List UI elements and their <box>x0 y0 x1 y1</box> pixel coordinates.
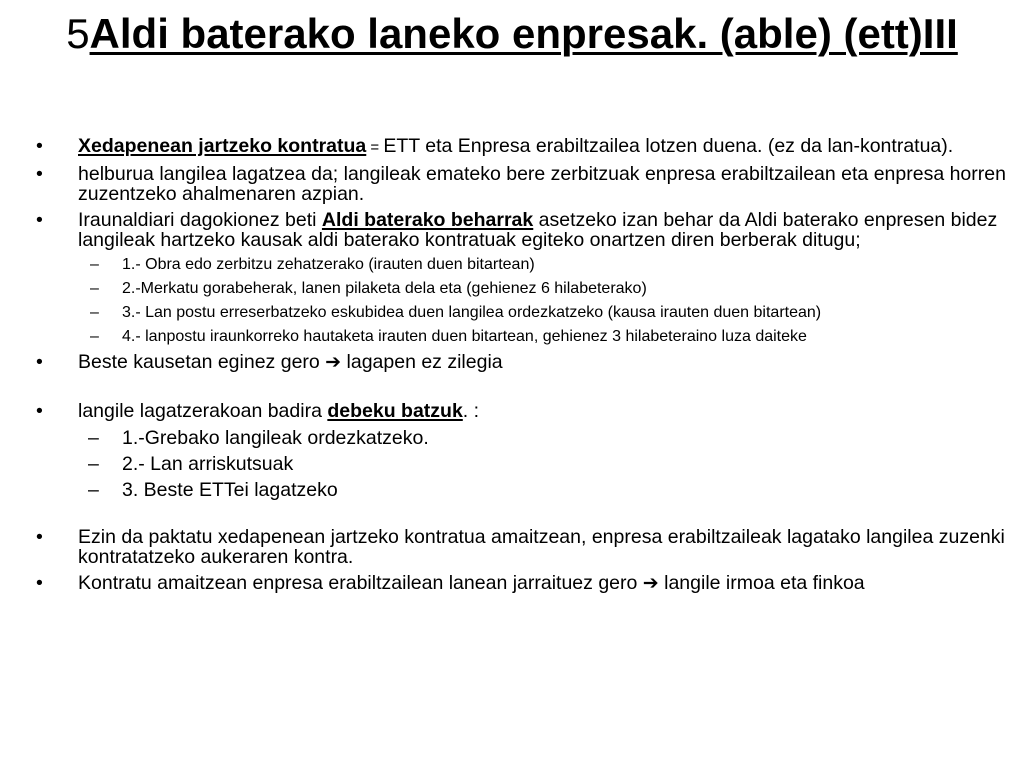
dash-marker: – <box>88 453 99 475</box>
title-prefix: 5 <box>66 10 90 57</box>
item-text: Beste kausetan eginez gero <box>78 351 326 373</box>
sub-item-text: 2.- Lan arriskutsuak <box>122 453 294 475</box>
bullet-item-3 <box>30 210 1010 250</box>
sub-item <box>30 328 1010 346</box>
sub-item-text: 1.- Obra edo zerbitzu zehatzerako (irauten duen bitartean) <box>122 256 535 273</box>
dash-marker: – <box>88 427 99 449</box>
item-text: Kontratu amaitzean enpresa erabiltzailean lanean jarraituez gero <box>78 572 643 594</box>
item-text: lagapen ez zilegia <box>341 351 503 373</box>
bullet-item-7 <box>30 573 1010 594</box>
title-main: Aldi baterako laneko enpresak. (able) (ett)III <box>89 10 958 57</box>
underlined-term: Aldi baterako beharrak <box>321 209 534 231</box>
item-text: langile irmoa eta finkoa <box>658 572 865 594</box>
spacer <box>30 505 1010 527</box>
dash-marker: – <box>90 328 99 345</box>
spacer <box>30 379 1010 401</box>
sub-item-text: 2.-Merkatu gorabeherak, lanen pilaketa dela eta (gehienez 6 hilabeterako) <box>122 280 647 297</box>
item-text: helburua langilea lagatzea da; langileak emateko bere zerbitzuak enpresa erabiltzailean eta enpresa horren zuzentzeko ahalmenaren azpian. <box>78 163 1006 205</box>
sub-item <box>30 304 1010 322</box>
sub-item <box>30 479 1010 501</box>
bullet-item-1 <box>30 136 1010 158</box>
underlined-term: debeku batzuk <box>327 400 463 422</box>
bullet-marker: • <box>36 351 43 373</box>
sub-item-text: 3. Beste ETTei lagatzeko <box>122 479 338 501</box>
item-text: Iraunaldiari dagokionez beti <box>78 209 322 231</box>
item-text: asetzeko izan behar da Aldi baterako enpresen bidez langileak hartzeko kausak aldi baterako kontratuak egiteko onartzen diren berberak ditugu; <box>78 209 998 251</box>
sub-item <box>30 280 1010 298</box>
item-text: . : <box>462 400 480 422</box>
underlined-term: Xedapenean jartzeko kontratua <box>78 135 367 157</box>
slide-content <box>30 136 1010 600</box>
item-text: Ezin da paktatu xedapenean jartzeko kontratua amaitzean, enpresa erabiltzaileak lagatako langilea zuzenki kontratatzeko aukeraren kontra. <box>78 526 1005 568</box>
dash-marker: – <box>90 256 99 273</box>
sub-item-text: 1.-Grebako langileak ordezkatzeko. <box>122 427 429 449</box>
bullet-marker: • <box>36 572 43 594</box>
equals-sign: = <box>366 139 384 156</box>
dash-marker: – <box>88 479 99 501</box>
dash-marker: – <box>90 304 99 321</box>
item-text: langile lagatzerakoan badira <box>78 400 328 422</box>
bullet-item-5 <box>30 401 1010 421</box>
bullet-marker: • <box>36 163 43 185</box>
sub-item <box>30 427 1010 449</box>
arrow-right-icon: ➔ <box>642 573 659 594</box>
slide-title <box>60 8 964 60</box>
bullet-item-4 <box>30 352 1010 373</box>
sub-item-text: 4.- lanpostu iraunkorreko hautaketa irauten duen bitartean, gehienez 3 hilabeteraino luza daiteke <box>122 328 807 345</box>
bullet-marker: • <box>36 526 43 548</box>
sub-item-text: 3.- Lan postu erreserbatzeko eskubidea duen langilea ordezkatzeko (kausa irauten duen bitartean) <box>122 304 822 321</box>
bullet-item-6 <box>30 527 1010 567</box>
sub-item <box>30 256 1010 274</box>
bullet-marker: • <box>36 209 43 231</box>
dash-marker: – <box>90 280 99 297</box>
bullet-marker: • <box>36 400 43 422</box>
arrow-right-icon: ➔ <box>325 352 342 373</box>
item-text: ETT eta Enpresa erabiltzailea lotzen duena. (ez da lan-kontratua). <box>383 135 954 157</box>
bullet-item-2 <box>30 164 1010 204</box>
sub-item <box>30 453 1010 475</box>
bullet-marker: • <box>36 135 43 157</box>
